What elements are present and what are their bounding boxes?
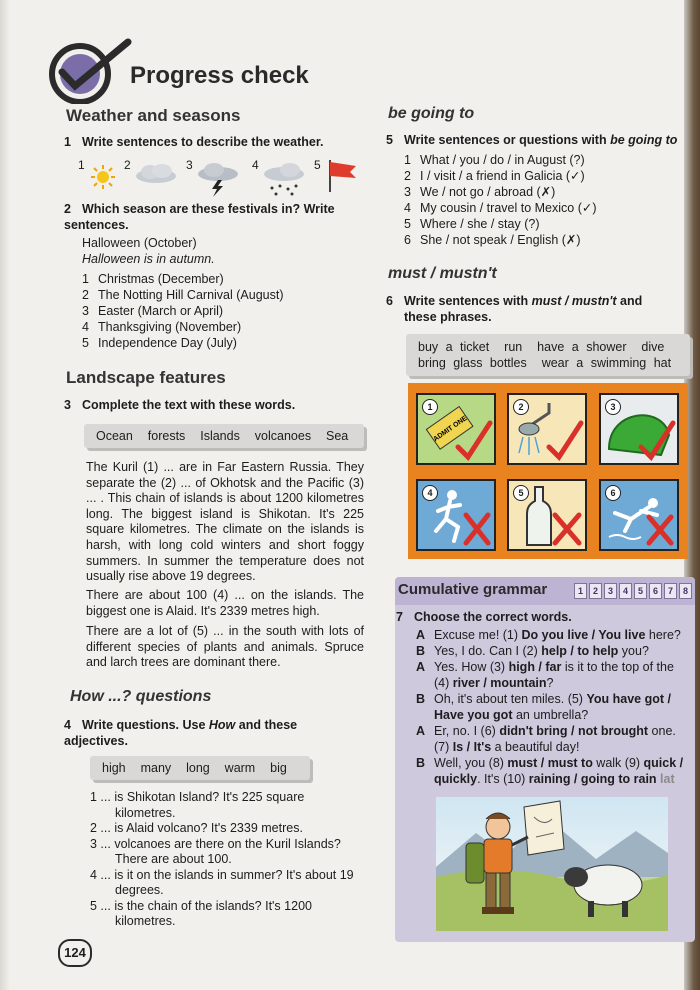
list-item: 3 Easter (March or April) xyxy=(82,304,224,318)
rules-picture-panel xyxy=(408,383,688,559)
list-item: 3 We / not go / abroad (✗) xyxy=(404,185,556,199)
list-item: 5 Independence Day (July) xyxy=(82,336,237,350)
unit-number: 8 xyxy=(679,583,692,599)
unit-number: 4 xyxy=(619,583,632,599)
ticket-text: ADMIT ONE xyxy=(432,414,469,444)
weather-item-number: 5 xyxy=(314,158,321,172)
tile-number: 5 xyxy=(513,485,529,501)
exercise-1-instruction xyxy=(64,135,324,149)
exercise-5-instruction: 5 Write sentences or questions with be going to xyxy=(386,133,678,147)
exercise-2-example-answer: Halloween is in autumn. xyxy=(82,252,215,266)
section-how-heading: How ...? questions xyxy=(70,688,212,705)
exercise-3-instruction xyxy=(64,398,295,412)
list-item-continued: There are about 100. xyxy=(115,852,232,866)
windy-flag-icon xyxy=(324,158,358,192)
keyword: must / mustn't xyxy=(531,294,617,308)
exercise-number: 6 xyxy=(386,294,393,308)
hiker-illustration xyxy=(436,797,668,931)
dialogue-exercise: A Excuse me! (1) Do you live / You live here? B Yes, I do. Can I (2) help / to help you? A Yes. How (3) high / far is it to the top of the (4) river / mountain? B Oh, it's about ten miles. (5) You have got / Have you got an umbrella? A Er, no. I (6) didn't bring / not brought one. (7) Is / It's a beautiful day! B Well, you (8) must / must to walk (9) quick / quickly. It's (10) raining / going to rain lat xyxy=(416,628,684,786)
section-must-heading: must / mustn't xyxy=(388,265,497,282)
weather-item-number: 1 xyxy=(78,158,85,172)
section-going-heading: be going to xyxy=(388,105,475,122)
tile-number: 6 xyxy=(605,485,621,501)
rain-cloud-icon xyxy=(262,162,306,198)
page-left-shade xyxy=(0,0,10,990)
list-item: 1 What / you / do / in August (?) xyxy=(404,153,585,167)
unit-number: 3 xyxy=(604,583,617,599)
rule-tile-shower xyxy=(507,393,587,465)
tile-number: 1 xyxy=(422,399,438,415)
list-item: 2 ... is Alaid volcano? It's 2339 metres. xyxy=(90,821,303,835)
list-item-continued: kilometres. xyxy=(115,805,176,820)
list-item: 4 Thanksgiving (November) xyxy=(82,320,242,334)
list-item: 4 My cousin / travel to Mexico (✓) xyxy=(404,201,597,215)
exercise-4-instruction: 4 Write questions. Use How and these adjectives. xyxy=(64,718,298,748)
reading-paragraph-2: There are about 100 (4) ... on the islands. The biggest one is Alaid. It's 2339 metres high. xyxy=(86,588,364,618)
page-number: 124 xyxy=(58,939,92,967)
unit-number: 1 xyxy=(574,583,587,599)
list-item: 2 I / visit / a friend in Galicia (✓) xyxy=(404,169,585,183)
list-item: 6 She / not speak / English (✗) xyxy=(404,233,581,247)
weather-item-number: 3 xyxy=(186,158,193,172)
exercise-text: Write sentences to describe the weather. xyxy=(82,135,324,149)
rule-tile-diving xyxy=(599,479,679,551)
page-title: Progress check xyxy=(130,62,309,89)
exercise-number: 5 xyxy=(386,133,393,147)
phrases-line-2: bring glass bottles wear a swimming hat xyxy=(418,356,672,370)
exercise-number: 2 xyxy=(64,202,71,216)
list-item: 1 ... is Shikotan Island? It's 225 square xyxy=(90,790,305,804)
list-item-continued: kilometres. xyxy=(115,914,176,928)
word-bank-landscape: Ocean forests Islands volcanoes Sea xyxy=(84,424,364,448)
exercise-7-instruction xyxy=(396,610,572,624)
exercise-6-instruction: 6 Write sentences with must / mustn't and these phrases. xyxy=(386,294,643,324)
rule-tile-running xyxy=(416,479,496,551)
keyword: be going to xyxy=(610,133,678,147)
tile-number: 4 xyxy=(422,485,438,501)
exercise-2-example: Halloween (October) xyxy=(82,236,197,250)
word-bank-phrases xyxy=(406,334,690,376)
exercise-2-list xyxy=(82,271,284,351)
list-item-continued: degrees. xyxy=(115,883,164,897)
storm-cloud-icon xyxy=(196,162,240,198)
reading-paragraph-1: The Kuril (1) ... are in Far Eastern Russia. They separate the (2) ... of Okhotsk and the Pacific (3) ... . This chain of islands is about 1200 kilometres long. The biggest island is Shikotan. It's 225 square kilometres. The climate on the islands is harsh, with long cold winters and short foggy summers. In summer the temperature does not usually rise above 19 degrees. xyxy=(86,460,364,584)
section-weather-heading: Weather and seasons xyxy=(66,106,241,125)
checkmark-logo-icon xyxy=(44,38,134,104)
cloud-icon xyxy=(134,162,178,184)
exercise-4-list xyxy=(90,790,370,930)
exercise-number: 1 xyxy=(64,135,71,149)
list-item: 5 Where / she / stay (?) xyxy=(404,217,540,231)
tile-number: 2 xyxy=(513,399,529,415)
unit-number: 6 xyxy=(649,583,662,599)
weather-item-number: 2 xyxy=(124,158,131,172)
unit-number: 5 xyxy=(634,583,647,599)
list-item: 2 The Notting Hill Carnival (August) xyxy=(82,288,284,302)
exercise-text: Choose the correct words. xyxy=(414,610,572,624)
keyword: How xyxy=(208,718,236,732)
rule-tile-glass-bottle xyxy=(507,479,587,551)
word-bank-adjectives: high many long warm big xyxy=(90,756,310,780)
list-item: 3 ... volcanoes are there on the Kuril Islands? xyxy=(90,836,341,851)
exercise-number: 3 xyxy=(64,398,71,412)
exercise-5-list xyxy=(404,152,597,248)
list-item: 4 ... is it on the islands in summer? It's about 19 xyxy=(90,867,354,882)
unit-number-strip xyxy=(574,583,692,599)
rule-tile-ticket xyxy=(416,393,496,465)
section-landscape-heading: Landscape features xyxy=(66,368,226,387)
weather-icons-row xyxy=(78,158,368,198)
exercise-number: 4 xyxy=(64,718,71,732)
rule-tile-swimming-hat xyxy=(599,393,679,465)
list-item: 5 ... is the chain of the islands? It's 1200 xyxy=(90,898,312,913)
exercise-number: 7 xyxy=(396,610,403,624)
cumulative-grammar-heading: Cumulative grammar xyxy=(398,581,548,598)
exercise-text: Complete the text with these words. xyxy=(82,398,296,412)
unit-number: 7 xyxy=(664,583,677,599)
tile-number: 3 xyxy=(605,399,621,415)
list-item: 1 Christmas (December) xyxy=(82,272,224,286)
sun-icon xyxy=(90,164,116,190)
reading-paragraph-3: There are a lot of (5) ... in the south with lots of different species of plants and animals. Spruce and larch trees are dominant there. xyxy=(86,624,364,670)
exercise-2-instruction xyxy=(64,201,364,233)
weather-item-number: 4 xyxy=(252,158,259,172)
exercise-text: Which season are these festivals in? Write sentences. xyxy=(64,202,335,232)
hiker-with-map-picture xyxy=(436,797,668,931)
phrases-line-1: buy a ticket run have a shower dive xyxy=(418,340,665,354)
unit-number: 2 xyxy=(589,583,602,599)
